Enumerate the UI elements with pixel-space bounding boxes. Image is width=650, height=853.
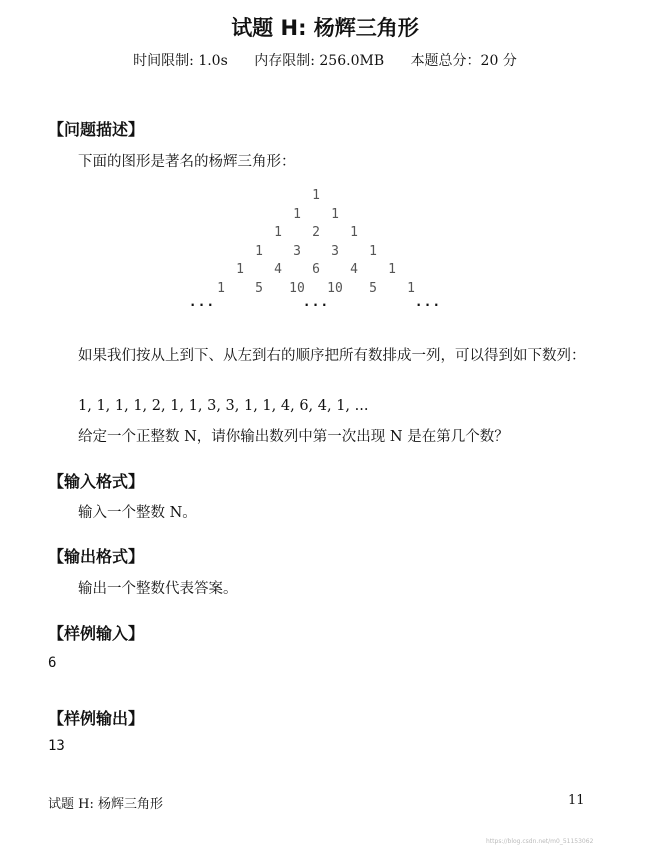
triangle-cell: 1 — [331, 206, 339, 222]
problem-intro: 下面的图形是著名的杨辉三角形： — [78, 154, 296, 170]
triangle-cell: 4 — [350, 262, 358, 277]
triangle-cell: 1 — [217, 280, 225, 296]
triangle-cell: 1 — [274, 225, 282, 240]
triangle-cell: 1 — [407, 280, 415, 296]
sample-input-value: 6 — [48, 655, 57, 671]
task-text: 给定一个正整数 N，请你输出数列中第一次出现 N 是在第几个数？ — [78, 429, 509, 445]
triangle-cell: 10 — [327, 280, 343, 296]
triangle-cell: 1 — [255, 243, 263, 259]
triangle-cell: 1 — [312, 188, 320, 203]
triangle-ellipsis: ... — [188, 295, 216, 310]
watermark: https://blog.csdn.net/m0_51153062 — [486, 838, 594, 845]
limits-line — [0, 50, 650, 70]
triangle-cell: 2 — [312, 225, 320, 240]
sample-input-heading: 【样例输入】 — [48, 624, 145, 643]
output-heading: 【输出格式】 — [48, 547, 145, 566]
triangle-cell: 6 — [312, 262, 320, 277]
triangle-cell: 1 — [293, 206, 301, 222]
sample-output-value: 13 — [48, 738, 65, 754]
input-text: 输入一个整数 N。 — [78, 505, 197, 521]
triangle-cell: 1 — [350, 225, 358, 240]
triangle-cell: 1 — [388, 262, 396, 277]
triangle-cell: 5 — [255, 280, 263, 296]
problem-explanation: 如果我们按从上到下、从左到右的顺序把所有数排成一列，可以得到如下数列： — [78, 348, 586, 364]
time-limit: 时间限制: 1.0s — [133, 53, 228, 69]
triangle-cell: 4 — [274, 262, 282, 277]
triangle-cell: 10 — [289, 280, 305, 296]
sample-output-heading: 【样例输出】 — [48, 709, 145, 728]
triangle-cell: 5 — [369, 280, 377, 296]
memory-limit: 内存限制: 256.0MB — [254, 53, 385, 69]
input-heading: 【输入格式】 — [48, 472, 145, 491]
output-text: 输出一个整数代表答案。 — [78, 581, 238, 597]
problem-heading: 【问题描述】 — [48, 120, 145, 139]
sequence-text: 1, 1, 1, 1, 2, 1, 1, 3, 3, 1, 1, 4, 6, 4, 1, ... — [78, 398, 369, 414]
triangle-cell: 3 — [293, 243, 301, 259]
total-score: 本题总分：20 分 — [410, 53, 517, 69]
page-title: 试题 H: 杨辉三角形 — [231, 16, 419, 40]
page-number: 11 — [568, 793, 585, 808]
triangle-ellipsis: ... — [302, 295, 330, 310]
triangle-cell: 1 — [236, 262, 244, 277]
triangle-cell: 3 — [331, 243, 339, 259]
footer-title: 试题 H: 杨辉三角形 — [48, 797, 163, 812]
triangle-cell: 1 — [369, 243, 377, 259]
triangle-ellipsis: ... — [414, 295, 442, 310]
